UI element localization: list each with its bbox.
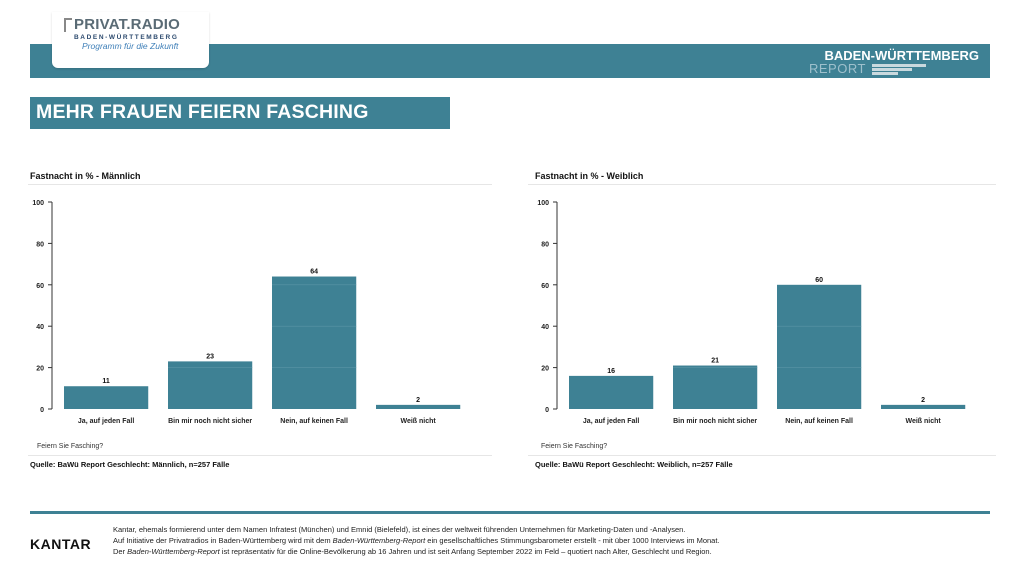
y-tick-label: 20 — [36, 365, 44, 373]
data-label: 64 — [310, 268, 319, 276]
source-maennlich: Quelle: BaWü Report Geschlecht: Männlich, n=257 Fälle — [30, 460, 230, 469]
data-label: 23 — [206, 353, 215, 361]
category-label: Weiß nicht — [400, 418, 436, 425]
category-label: Ja, auf jeden Fall — [77, 418, 135, 425]
chart-title-maennlich: Fastnacht in % - Männlich — [30, 171, 141, 181]
y-tick-label: 60 — [36, 282, 44, 290]
bar — [881, 405, 965, 409]
bar — [777, 285, 861, 409]
category-label: Ja, auf jeden Fall — [582, 418, 640, 425]
report-badge-subtitle: REPORT — [809, 61, 866, 76]
question-label-weiblich: Feiern Sie Fasching? — [541, 443, 608, 450]
panel-divider — [528, 184, 996, 185]
logo-main-text: PRIVAT.RADIO — [74, 16, 181, 33]
panel-divider — [28, 455, 492, 456]
y-tick-label: 80 — [541, 241, 549, 249]
y-tick-label: 60 — [541, 282, 549, 290]
category-label: Nein, auf keinen Fall — [785, 418, 853, 425]
question-label-maennlich: Feiern Sie Fasching? — [37, 443, 104, 450]
data-label: 16 — [607, 367, 616, 375]
report-badge-bars-icon — [872, 64, 932, 74]
data-label: 11 — [102, 378, 110, 386]
panel-divider — [28, 184, 492, 185]
y-tick-label: 40 — [541, 324, 549, 332]
bar — [168, 361, 252, 409]
footer-text — [113, 524, 893, 557]
y-tick-label: 100 — [32, 200, 44, 207]
logo-bracket-icon — [64, 18, 72, 32]
privat-radio-logo — [52, 12, 209, 68]
y-tick-label: 0 — [40, 407, 44, 414]
panel-divider — [528, 455, 996, 456]
category-label: Weiß nicht — [905, 418, 941, 425]
chart-title-weiblich: Fastnacht in % - Weiblich — [535, 171, 644, 181]
y-tick-label: 0 — [545, 407, 549, 414]
category-label: Bin mir noch nicht sicher — [673, 418, 758, 425]
bar — [376, 405, 460, 409]
bar — [569, 376, 653, 409]
chart-maennlich — [30, 195, 492, 435]
footer-line-3: Der Baden-Württemberg-Report ist repräsentativ für die Online-Bevölkerung ab 16 Jahren und ist seit Anfang September 2022 im Feld – quotiert nach Alter, Geschlecht und Region. — [113, 547, 712, 556]
report-badge-title: BADEN-WÜRTTEMBERG — [824, 48, 979, 63]
category-label: Bin mir noch nicht sicher — [168, 418, 253, 425]
data-label: 2 — [921, 396, 926, 404]
bar — [673, 366, 757, 409]
chart-weiblich — [535, 195, 997, 435]
data-label: 60 — [815, 276, 824, 284]
category-label: Nein, auf keinen Fall — [280, 418, 348, 425]
logo-tagline: Programm für die Zukunft — [82, 41, 179, 51]
data-label: 21 — [711, 357, 720, 365]
source-weiblich: Quelle: BaWü Report Geschlecht: Weiblich, n=257 Fälle — [535, 460, 733, 469]
y-tick-label: 80 — [36, 241, 44, 249]
page-title: MEHR FRAUEN FEIERN FASCHING — [30, 97, 450, 129]
logo-sub-text: BADEN-WÜRTTEMBERG — [74, 34, 179, 41]
bar — [64, 386, 148, 409]
data-label: 2 — [416, 396, 421, 404]
y-tick-label: 100 — [537, 200, 549, 207]
footer-divider — [30, 511, 990, 514]
y-tick-label: 20 — [541, 365, 549, 373]
kantar-logo: KANTAR — [30, 536, 92, 552]
y-tick-label: 40 — [36, 324, 44, 332]
footer-line-2: Auf Initiative der Privatradios in Baden-Württemberg wird mit dem Baden-Württemberg-Report ein gesellschaftliches Stimmungsbarometer erstellt - mit über 1000 Interviews im Monat. — [113, 536, 720, 545]
footer-line-1: Kantar, ehemals formierend unter dem Namen Infratest (München) und Emnid (Bielefeld), ist eines der weltweit führenden Unternehmen für Marketing-Daten und -Analysen. — [113, 525, 686, 534]
bar — [272, 277, 356, 409]
